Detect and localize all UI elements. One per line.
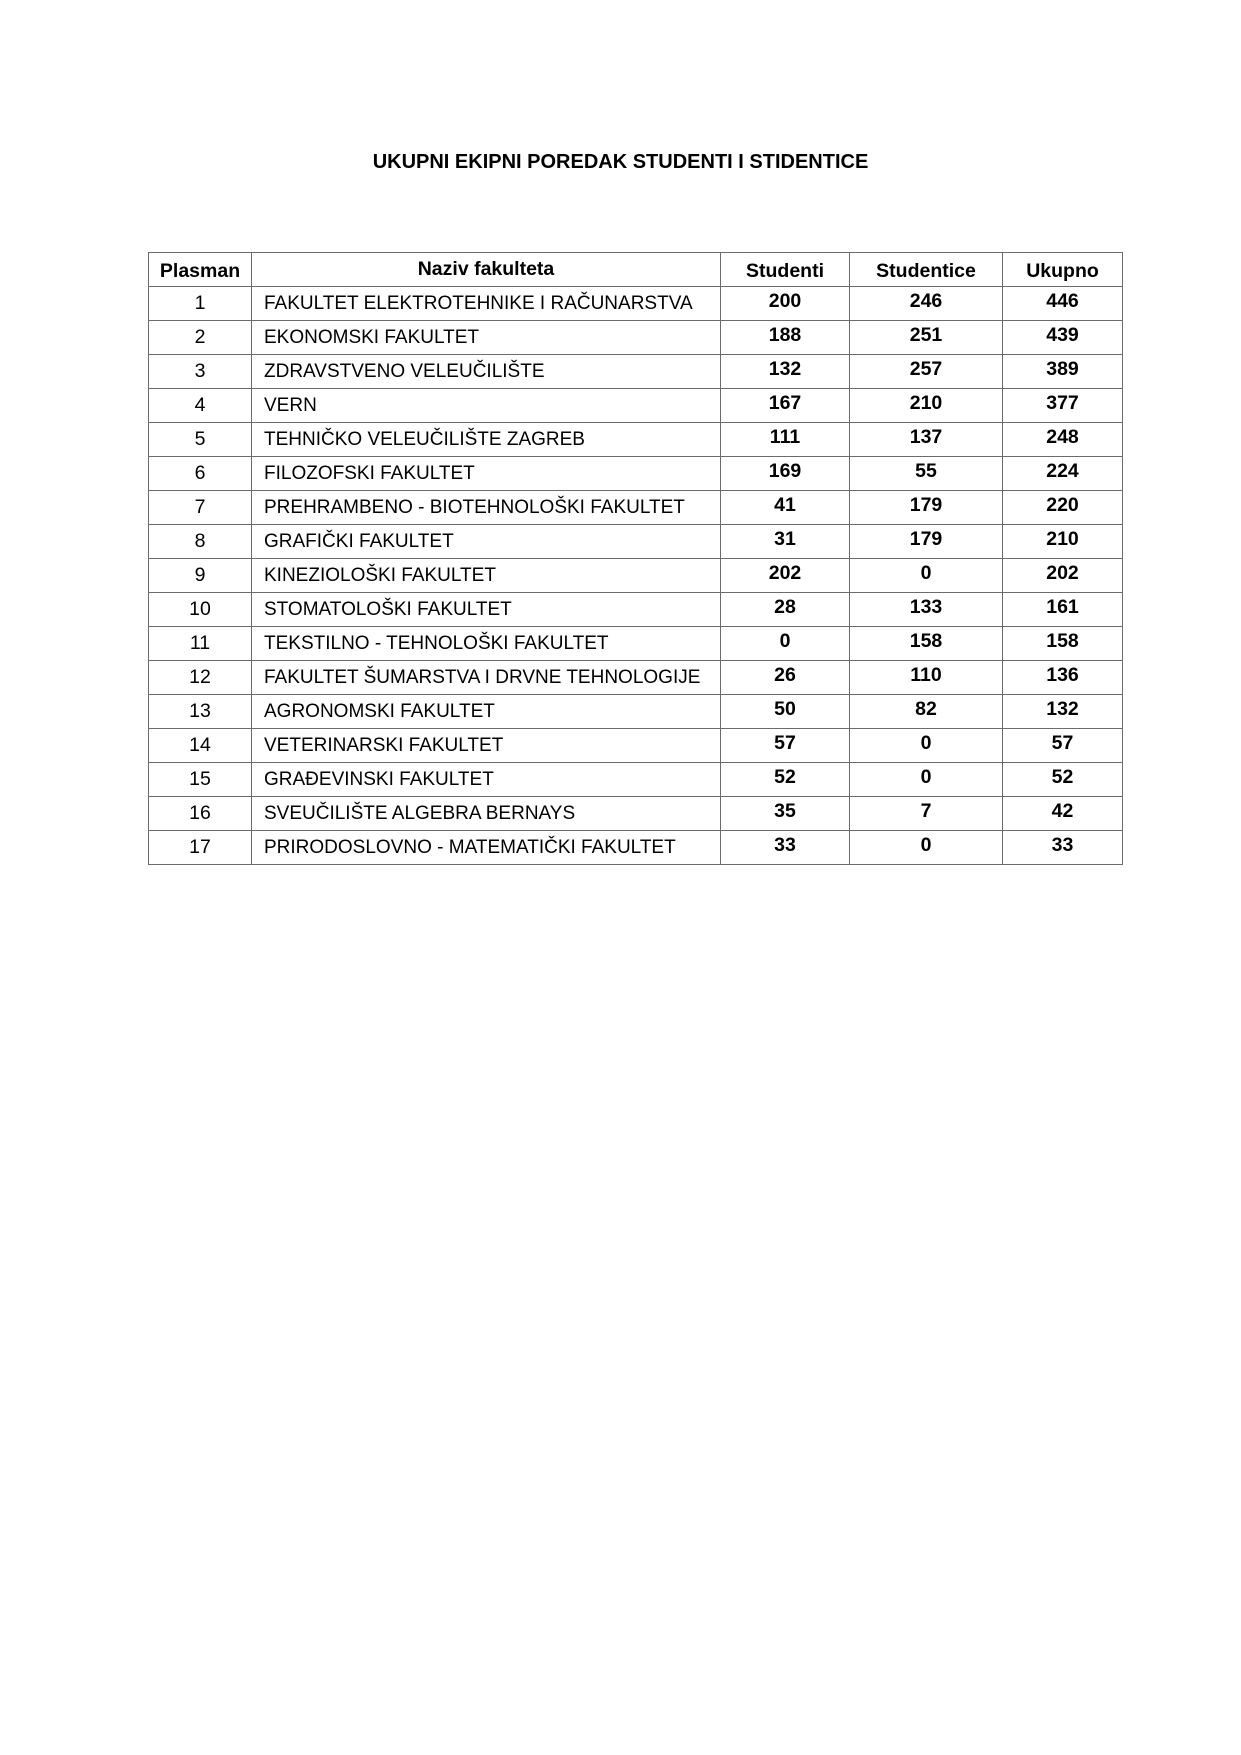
table-row (149, 729, 1123, 763)
total-cell: 248 (1003, 423, 1123, 457)
students-female-cell: 0 (850, 763, 1003, 797)
table-row (149, 559, 1123, 593)
students-male-cell: 169 (721, 457, 850, 491)
students-female-cell: 257 (850, 355, 1003, 389)
faculty-name-cell: FILOZOFSKI FAKULTET (252, 457, 721, 491)
faculty-name-cell: VETERINARSKI FAKULTET (252, 729, 721, 763)
students-male-cell: 0 (721, 627, 850, 661)
students-male-cell: 50 (721, 695, 850, 729)
header-students-male: Studenti (721, 253, 850, 287)
rank-cell: 9 (149, 559, 252, 593)
total-cell: 220 (1003, 491, 1123, 525)
rank-cell: 7 (149, 491, 252, 525)
students-female-cell: 0 (850, 559, 1003, 593)
faculty-name-cell: GRAFIČKI FAKULTET (252, 525, 721, 559)
students-male-cell: 188 (721, 321, 850, 355)
students-male-cell: 31 (721, 525, 850, 559)
table-row (149, 491, 1123, 525)
total-cell: 389 (1003, 355, 1123, 389)
rank-cell: 10 (149, 593, 252, 627)
students-female-cell: 179 (850, 491, 1003, 525)
page-title: UKUPNI EKIPNI POREDAK STUDENTI I STIDENTICE (372, 151, 869, 173)
table-row (149, 797, 1123, 831)
students-female-cell: 82 (850, 695, 1003, 729)
rank-cell: 3 (149, 355, 252, 389)
students-female-cell: 7 (850, 797, 1003, 831)
faculty-name-cell: AGRONOMSKI FAKULTET (252, 695, 721, 729)
table-row (149, 831, 1123, 865)
total-cell: 42 (1003, 797, 1123, 831)
rank-cell: 16 (149, 797, 252, 831)
header-total: Ukupno (1003, 253, 1123, 287)
students-male-cell: 28 (721, 593, 850, 627)
table-row (149, 355, 1123, 389)
students-male-cell: 41 (721, 491, 850, 525)
total-cell: 33 (1003, 831, 1123, 865)
students-male-cell: 57 (721, 729, 850, 763)
rank-cell: 17 (149, 831, 252, 865)
students-female-cell: 0 (850, 831, 1003, 865)
students-female-cell: 110 (850, 661, 1003, 695)
students-female-cell: 246 (850, 287, 1003, 321)
students-male-cell: 132 (721, 355, 850, 389)
students-female-cell: 55 (850, 457, 1003, 491)
students-female-cell: 179 (850, 525, 1003, 559)
rank-cell: 11 (149, 627, 252, 661)
total-cell: 161 (1003, 593, 1123, 627)
table-row (149, 389, 1123, 423)
total-cell: 136 (1003, 661, 1123, 695)
rank-cell: 6 (149, 457, 252, 491)
faculty-name-cell: TEKSTILNO - TEHNOLOŠKI FAKULTET (252, 627, 721, 661)
students-male-cell: 202 (721, 559, 850, 593)
table-row (149, 627, 1123, 661)
faculty-name-cell: STOMATOLOŠKI FAKULTET (252, 593, 721, 627)
students-female-cell: 210 (850, 389, 1003, 423)
total-cell: 52 (1003, 763, 1123, 797)
rank-cell: 12 (149, 661, 252, 695)
header-rank: Plasman (149, 253, 252, 287)
students-female-cell: 158 (850, 627, 1003, 661)
total-cell: 224 (1003, 457, 1123, 491)
faculty-name-cell: FAKULTET ELEKTROTEHNIKE I RAČUNARSTVA (252, 287, 721, 321)
total-cell: 158 (1003, 627, 1123, 661)
table-row (149, 593, 1123, 627)
rank-cell: 8 (149, 525, 252, 559)
rank-cell: 4 (149, 389, 252, 423)
faculty-name-cell: VERN (252, 389, 721, 423)
faculty-name-cell: SVEUČILIŠTE ALGEBRA BERNAYS (252, 797, 721, 831)
students-male-cell: 33 (721, 831, 850, 865)
students-female-cell: 133 (850, 593, 1003, 627)
table-row (149, 695, 1123, 729)
total-cell: 57 (1003, 729, 1123, 763)
header-students-female: Studentice (850, 253, 1003, 287)
students-male-cell: 26 (721, 661, 850, 695)
students-female-cell: 251 (850, 321, 1003, 355)
total-cell: 210 (1003, 525, 1123, 559)
ranking-table (148, 252, 1123, 865)
total-cell: 202 (1003, 559, 1123, 593)
students-female-cell: 0 (850, 729, 1003, 763)
students-male-cell: 111 (721, 423, 850, 457)
table-row (149, 661, 1123, 695)
table-row (149, 525, 1123, 559)
faculty-name-cell: PREHRAMBENO - BIOTEHNOLOŠKI FAKULTET (252, 491, 721, 525)
total-cell: 132 (1003, 695, 1123, 729)
faculty-name-cell: GRAĐEVINSKI FAKULTET (252, 763, 721, 797)
rank-cell: 1 (149, 287, 252, 321)
header-faculty-name: Naziv fakulteta (252, 253, 721, 287)
table-row (149, 287, 1123, 321)
students-male-cell: 167 (721, 389, 850, 423)
faculty-name-cell: TEHNIČKO VELEUČILIŠTE ZAGREB (252, 423, 721, 457)
rank-cell: 15 (149, 763, 252, 797)
faculty-name-cell: FAKULTET ŠUMARSTVA I DRVNE TEHNOLOGIJE (252, 661, 721, 695)
students-female-cell: 137 (850, 423, 1003, 457)
table-row (149, 423, 1123, 457)
table-row (149, 763, 1123, 797)
table-header-row (149, 253, 1123, 287)
rank-cell: 5 (149, 423, 252, 457)
faculty-name-cell: KINEZIOLOŠKI FAKULTET (252, 559, 721, 593)
rank-cell: 14 (149, 729, 252, 763)
table-row (149, 321, 1123, 355)
students-male-cell: 52 (721, 763, 850, 797)
total-cell: 377 (1003, 389, 1123, 423)
faculty-name-cell: PRIRODOSLOVNO - MATEMATIČKI FAKULTET (252, 831, 721, 865)
rank-cell: 2 (149, 321, 252, 355)
table-body (149, 287, 1123, 865)
rank-cell: 13 (149, 695, 252, 729)
total-cell: 446 (1003, 287, 1123, 321)
students-male-cell: 35 (721, 797, 850, 831)
table-row (149, 457, 1123, 491)
faculty-name-cell: ZDRAVSTVENO VELEUČILIŠTE (252, 355, 721, 389)
students-male-cell: 200 (721, 287, 850, 321)
total-cell: 439 (1003, 321, 1123, 355)
faculty-name-cell: EKONOMSKI FAKULTET (252, 321, 721, 355)
